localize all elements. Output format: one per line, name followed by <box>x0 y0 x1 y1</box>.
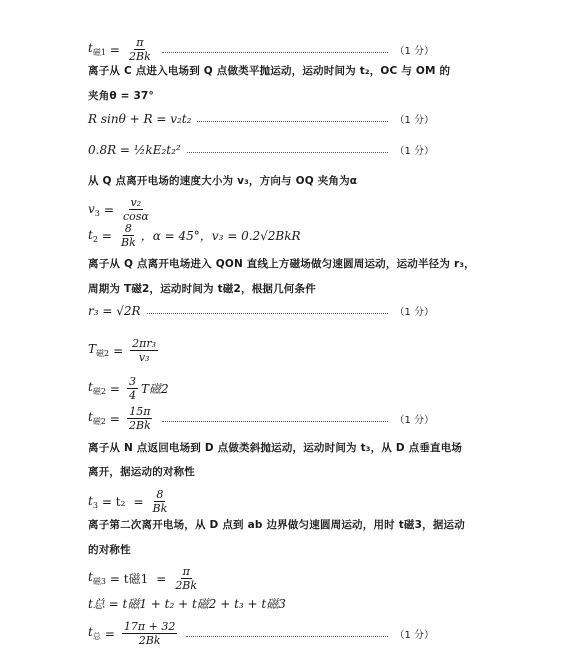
fraction <box>127 405 153 432</box>
score-label: （1 分） <box>394 46 434 57</box>
denominator: 4 <box>128 389 136 402</box>
leader-dots <box>147 307 389 314</box>
numerator: 8 <box>156 488 164 501</box>
line-l12 <box>88 337 426 364</box>
equals-sign: = <box>109 381 120 396</box>
denominator: Bk <box>120 236 136 249</box>
leader-dots <box>187 146 389 153</box>
line-l21 <box>88 595 426 612</box>
subscript: 磁3 <box>92 577 106 586</box>
numerator: π <box>182 565 190 578</box>
equation-tail: T磁2 <box>140 382 169 396</box>
equation-lhs: $T_{磁2}$ <box>88 342 110 358</box>
line-l2: 离子从 C 点进入电场到 Q 点做类平抛运动，运动时间为 t₂，OC 与 OM 的 <box>88 65 451 77</box>
line-l10: 周期为 T磁2，运动时间为 t磁2，根据几何条件 <box>88 283 316 295</box>
numerator: π <box>136 36 144 49</box>
line-l6: 从 Q 点离开电场的速度大小为 v₃，方向与 OQ 夹角为α <box>88 175 358 187</box>
line-l5 <box>88 142 434 157</box>
leader-dots <box>197 115 388 122</box>
equals-sign: = <box>113 343 124 358</box>
denominator: 2Bk <box>128 50 151 63</box>
equation-lhs: $t_2$ <box>88 227 98 244</box>
numerator: 2πr₃ <box>132 337 157 350</box>
equals-sign: = <box>104 626 115 641</box>
equals-sign: = <box>109 411 120 426</box>
line-l8 <box>88 222 426 249</box>
leader-dots <box>162 46 389 53</box>
denominator: 2Bk <box>175 579 198 592</box>
line-l4 <box>88 111 434 126</box>
denominator: 2Bk <box>138 634 161 647</box>
fraction <box>122 620 177 647</box>
line-l22 <box>88 620 434 647</box>
equals-sign: = <box>109 42 120 57</box>
line-l19: 的对称性 <box>88 544 131 556</box>
equation: R sinθ + R = v₂t₂ <box>88 111 192 126</box>
score-label: （1 分） <box>394 146 434 157</box>
fraction <box>127 36 153 63</box>
score-label: （1 分） <box>394 115 434 126</box>
equation-lhs: $t_{磁1}$ <box>88 41 106 57</box>
numerator: 3 <box>128 375 136 388</box>
denominator: cosα <box>122 210 149 223</box>
line-l14 <box>88 405 434 432</box>
equals-sign: = <box>156 571 167 586</box>
equation: t总 = t磁1 + t₂ + t磁2 + t₃ + t磁3 <box>88 597 286 611</box>
score-label: （1 分） <box>394 307 434 318</box>
fraction <box>127 375 138 402</box>
line-l20 <box>88 565 426 592</box>
equation-mid: = t磁1 <box>109 572 149 586</box>
equation-lhs: $v_3$ <box>88 201 100 218</box>
equals-sign: = <box>101 228 112 243</box>
equation-lhs: $t_总$ <box>88 625 101 641</box>
line-l1 <box>88 36 434 63</box>
equation-mid: = t₂ <box>101 494 126 509</box>
subscript: 磁2 <box>92 387 106 396</box>
fraction <box>130 337 158 364</box>
equation-tail: ，α = 45°，v₃ = 0.2√2BkR <box>140 229 301 243</box>
equation-lhs: $t_{磁2}$ <box>88 410 106 426</box>
subscript: 总 <box>92 632 101 641</box>
leader-dots <box>162 415 389 422</box>
fraction <box>119 222 138 249</box>
denominator: 2Bk <box>128 419 151 432</box>
equation-lhs: $t_{磁3}$ <box>88 570 106 586</box>
numerator: 15π <box>129 405 151 418</box>
line-l15: 离子从 N 点返回电场到 D 点做类斜抛运动，运动时间为 t₃，从 D 点垂直电场 <box>88 442 463 454</box>
denominator: Bk <box>152 502 168 515</box>
numerator: 17π + 32 <box>123 620 176 633</box>
leader-dots <box>186 630 388 637</box>
numerator: v₂ <box>130 196 142 209</box>
line-l9: 离子从 Q 点离开电场进入 QON 直线上方磁场做匀速圆周运动，运动半径为 r₃， <box>88 258 475 270</box>
line-l3: 夹角θ = 37° <box>88 90 154 102</box>
equals-sign: = <box>133 494 144 509</box>
line-l7 <box>88 196 426 223</box>
equation-lhs: $t_3$ <box>88 493 98 510</box>
fraction <box>151 488 170 515</box>
equals-sign: = <box>103 202 114 217</box>
subscript: 3 <box>94 208 100 218</box>
line-l13 <box>88 375 426 402</box>
line-l16: 离开，据运动的对称性 <box>88 466 195 478</box>
line-l18: 离子第二次离开电场，从 D 点到 ab 边界做匀速圆周运动，用时 t磁3，据运动 <box>88 519 465 531</box>
fraction <box>173 565 199 592</box>
numerator: 8 <box>124 222 132 235</box>
equation-lhs: $t_{磁2}$ <box>88 380 106 396</box>
subscript: 磁1 <box>92 48 106 57</box>
line-l17 <box>88 488 426 515</box>
subscript: 3 <box>92 500 98 510</box>
subscript: 磁2 <box>92 417 106 426</box>
subscript: 磁2 <box>96 349 110 358</box>
score-label: （1 分） <box>394 630 434 641</box>
fraction <box>121 196 151 223</box>
line-l11 <box>88 303 434 318</box>
score-label: （1 分） <box>394 415 434 426</box>
subscript: 2 <box>92 234 98 244</box>
denominator: v₃ <box>138 351 150 364</box>
equation: 0.8R = ½kE₂t₂² <box>88 142 181 157</box>
equation: r₃ = √2R <box>88 303 141 318</box>
